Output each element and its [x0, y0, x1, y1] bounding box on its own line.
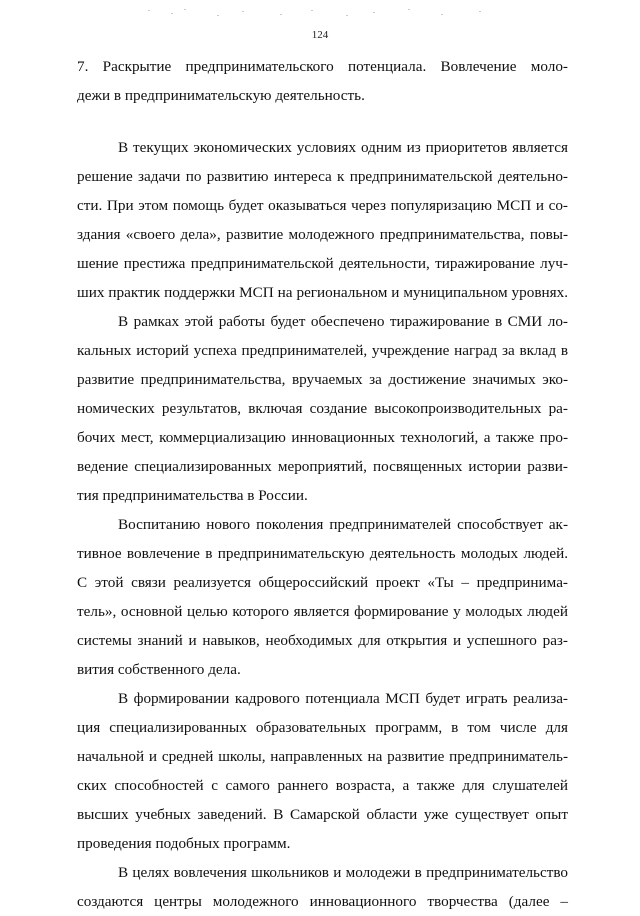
paragraph	[77, 510, 568, 684]
paragraph	[77, 858, 568, 916]
text-line: сти. При этом помощь будет оказываться через популяризацию МСП и со-	[77, 197, 568, 214]
text-line: ведение специализированных мероприятий, посвященных истории разви-	[77, 458, 568, 475]
text-line: тель», основной целью которого является формирование у молодых людей	[77, 603, 568, 620]
text-line: В рамках этой работы будет обеспечено тиражирование в СМИ ло-	[118, 313, 568, 330]
text-line: начальной и средней школы, направленных на развитие предприниматель-	[77, 748, 568, 765]
text-line: номических результатов, включая создание высокопроизводительных ра-	[77, 400, 568, 417]
text-line: ция специализированных образовательных программ, в том числе для	[77, 719, 568, 736]
text-line: развитие предпринимательства, вручаемых за достижение значимых эко-	[77, 371, 568, 388]
paragraph	[77, 684, 568, 858]
text-line: ших практик поддержки МСП на региональном и муниципальном уровнях.	[77, 284, 568, 301]
text-line: 7. Раскрытие предпринимательского потенциала. Вовлечение моло-	[77, 58, 568, 75]
text-line: дежи в предпринимательскую деятельность.	[77, 87, 365, 104]
text-line: бочих мест, коммерциализацию инновационных технологий, а также про-	[77, 429, 568, 446]
text-line: решение задачи по развитию интереса к предпринимательской деятельно-	[77, 168, 568, 185]
text-line: Воспитанию нового поколения предпринимателей способствует ак-	[118, 516, 568, 533]
document-body	[77, 52, 568, 916]
scan-artifacts	[140, 6, 500, 22]
text-line: создаются центры молодежного инновационного творчества (далее –	[77, 893, 568, 910]
paragraph	[77, 133, 568, 307]
text-line: здания «своего дела», развитие молодежного предпринимательства, повы-	[77, 226, 568, 243]
text-line: шение престижа предпринимательской деятельности, тиражирование луч-	[77, 255, 568, 272]
text-line: тивное вовлечение в предпринимательскую деятельность молодых людей.	[77, 545, 568, 562]
page-number: 124	[311, 29, 329, 41]
text-line: системы знаний и навыков, необходимых для открытия и успешного раз-	[77, 632, 568, 649]
text-line: В формировании кадрового потенциала МСП будет играть реализа-	[118, 690, 568, 707]
text-line: высших учебных заведений. В Самарской области уже существует опыт	[77, 806, 568, 823]
text-line: проведения подобных программ.	[77, 835, 291, 852]
text-line: С этой связи реализуется общероссийский проект «Ты – предпринима-	[77, 574, 568, 591]
paragraph	[77, 307, 568, 510]
text-line: вития собственного дела.	[77, 661, 241, 678]
text-line: тия предпринимательства в России.	[77, 487, 308, 504]
text-line: В текущих экономических условиях одним из приоритетов является	[118, 139, 568, 156]
text-line: кальных историй успеха предпринимателей, учреждение наград за вклад в	[77, 342, 568, 359]
text-line: ских способностей с самого раннего возраста, а также для слушателей	[77, 777, 568, 794]
section-heading	[77, 52, 568, 110]
text-line: В целях вовлечения школьников и молодежи в предпринимательство	[118, 864, 568, 881]
